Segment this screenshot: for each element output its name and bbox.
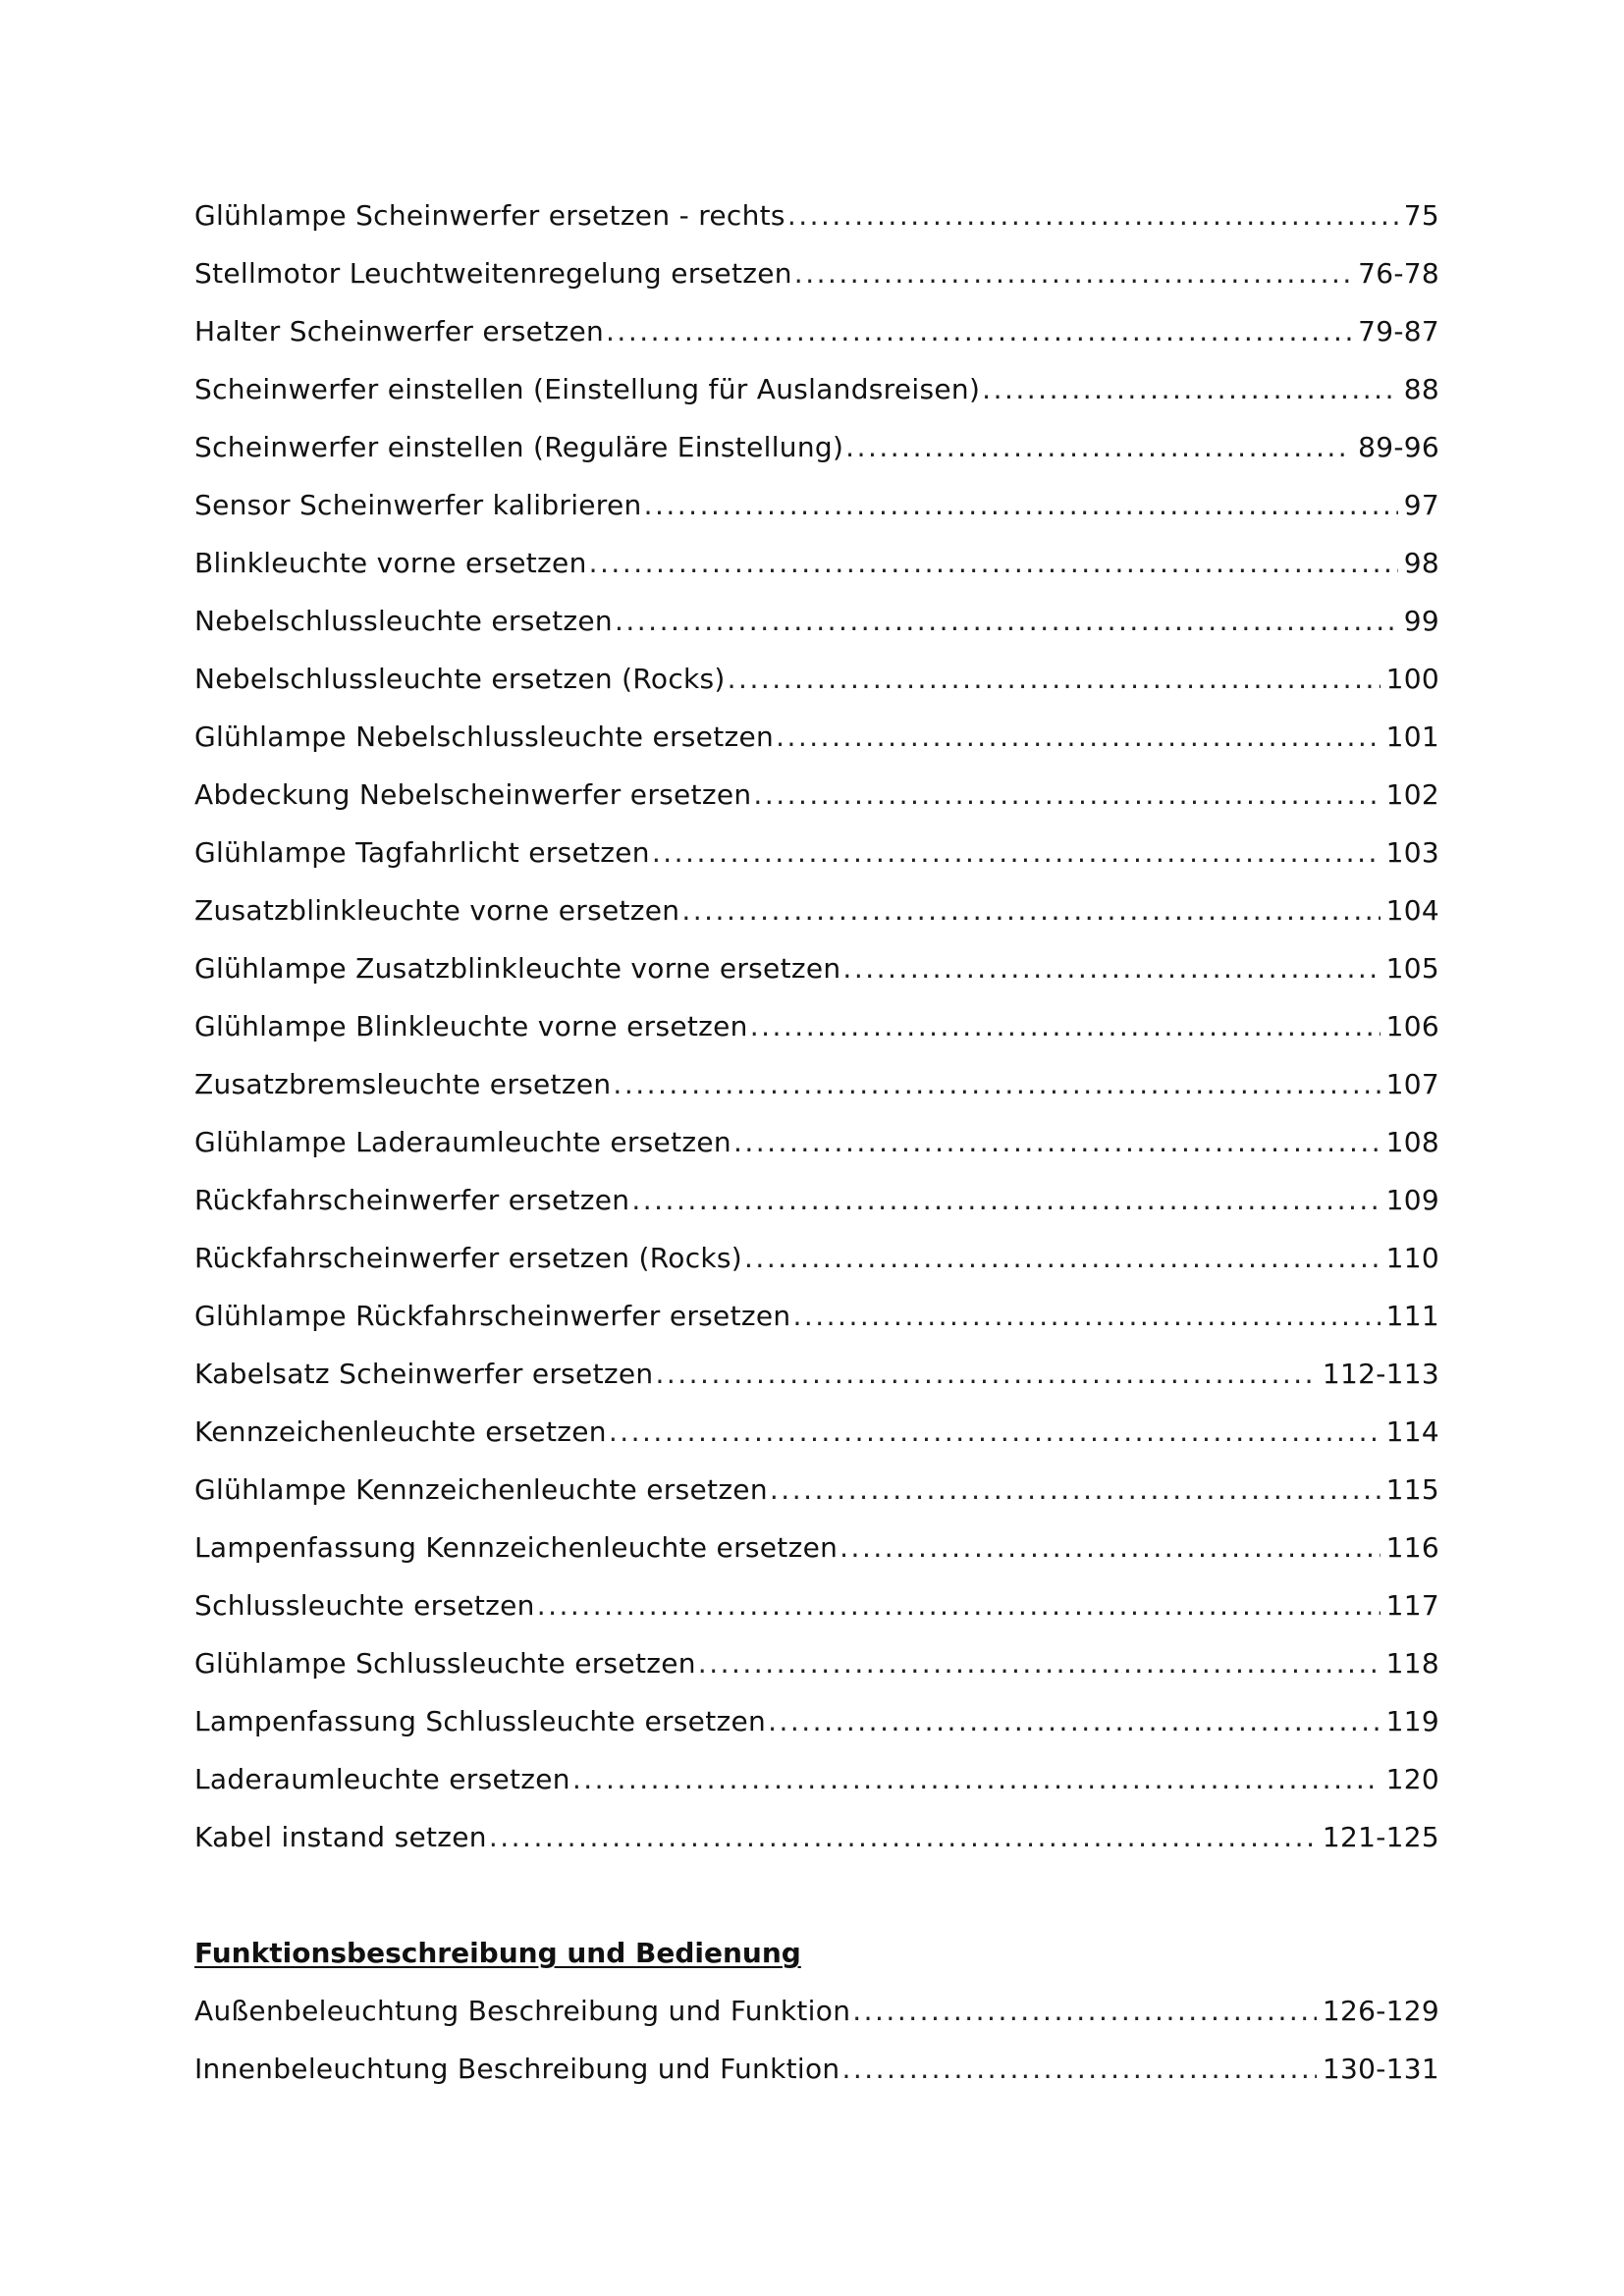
toc-entry-page: 108 (1385, 1126, 1439, 1158)
dot-leader (845, 418, 1352, 476)
dot-leader (852, 1982, 1317, 2040)
toc-entry-page: 76-78 (1358, 257, 1439, 290)
toc-entry-title: Glühlampe Rückfahrscheinwerfer ersetzen (194, 1300, 791, 1332)
toc-entry-title: Nebelschlussleuchte ersetzen (Rocks) (194, 663, 726, 695)
dot-leader (839, 1519, 1380, 1576)
dot-leader (655, 1345, 1316, 1403)
toc-entry[interactable] (194, 1576, 1439, 1634)
toc-entry-title: Glühlampe Nebelschlussleuchte ersetzen (194, 721, 775, 753)
toc-entry[interactable] (194, 1287, 1439, 1345)
toc-entry-page: 100 (1385, 663, 1439, 695)
toc-entry-page: 120 (1385, 1763, 1439, 1795)
toc-entry-page: 109 (1385, 1184, 1439, 1216)
toc-entry[interactable] (194, 1403, 1439, 1461)
toc-entry[interactable] (194, 824, 1439, 881)
toc-entry-page: 117 (1385, 1589, 1439, 1622)
toc-entry[interactable] (194, 1634, 1439, 1692)
toc-entry-title: Zusatzbremsleuchte ersetzen (194, 1068, 612, 1100)
toc-entry-title: Nebelschlussleuchte ersetzen (194, 605, 613, 637)
dot-leader (750, 997, 1380, 1055)
section-heading: Funktionsbeschreibung und Bedienung (194, 1937, 801, 1969)
dot-leader (842, 939, 1380, 997)
toc-entry-page: 110 (1385, 1242, 1439, 1274)
toc-entry[interactable] (194, 187, 1439, 244)
toc-page (194, 187, 1439, 2098)
toc-entry-page: 103 (1385, 836, 1439, 869)
toc-entry-page: 79-87 (1358, 315, 1439, 347)
toc-entry[interactable] (194, 360, 1439, 418)
toc-entry-page: 121-125 (1322, 1821, 1439, 1853)
dot-leader (572, 1750, 1380, 1808)
dot-leader (753, 766, 1380, 824)
toc-entry-title: Lampenfassung Kennzeichenleuchte ersetzen (194, 1531, 839, 1564)
dot-leader (644, 476, 1398, 534)
dot-leader (631, 1171, 1380, 1229)
toc-entry-page: 114 (1385, 1415, 1439, 1448)
dot-leader (489, 1808, 1317, 1866)
toc-entry-page: 111 (1385, 1300, 1439, 1332)
toc-entry[interactable] (194, 766, 1439, 824)
toc-entry-page: 105 (1385, 952, 1439, 985)
toc-entry-title: Laderaumleuchte ersetzen (194, 1763, 570, 1795)
toc-entry[interactable] (194, 997, 1439, 1055)
toc-entry-page: 119 (1385, 1705, 1439, 1737)
toc-entry-title: Glühlampe Scheinwerfer ersetzen - rechts (194, 199, 785, 232)
dot-leader (537, 1576, 1380, 1634)
toc-entry-page: 112-113 (1322, 1358, 1439, 1390)
dot-leader (652, 824, 1380, 881)
toc-entry-title: Abdeckung Nebelscheinwerfer ersetzen (194, 778, 752, 811)
toc-entry[interactable] (194, 302, 1439, 360)
dot-leader (615, 592, 1398, 650)
toc-entry-title: Kennzeichenleuchte ersetzen (194, 1415, 607, 1448)
dot-leader (744, 1229, 1380, 1287)
toc-entry-page: 98 (1403, 547, 1439, 579)
dot-leader (776, 708, 1380, 766)
toc-entry-title: Scheinwerfer einstellen (Reguläre Einstellung) (194, 431, 844, 463)
toc-entry-title: Kabel instand setzen (194, 1821, 487, 1853)
toc-entry-page: 101 (1385, 721, 1439, 753)
toc-entry[interactable] (194, 1461, 1439, 1519)
toc-entry[interactable] (194, 1982, 1439, 2040)
section-spacer (194, 1866, 1439, 1924)
toc-entry-title: Schlussleuchte ersetzen (194, 1589, 535, 1622)
toc-entry[interactable] (194, 2040, 1439, 2098)
toc-entry[interactable] (194, 939, 1439, 997)
toc-entry-page: 130-131 (1322, 2053, 1439, 2085)
toc-entry[interactable] (194, 708, 1439, 766)
dot-leader (982, 360, 1398, 418)
toc-entry-title: Halter Scheinwerfer ersetzen (194, 315, 605, 347)
dot-leader (681, 881, 1380, 939)
toc-entry-title: Glühlampe Blinkleuchte vorne ersetzen (194, 1010, 748, 1042)
toc-entry-title: Außenbeleuchtung Beschreibung und Funktion (194, 1995, 851, 2027)
section-toc-list (194, 1982, 1439, 2098)
toc-entry-page: 126-129 (1322, 1995, 1439, 2027)
toc-entry-title: Scheinwerfer einstellen (Einstellung für Auslandsreisen) (194, 373, 981, 405)
toc-entry[interactable] (194, 476, 1439, 534)
toc-entry[interactable] (194, 1750, 1439, 1808)
toc-entry-title: Rückfahrscheinwerfer ersetzen (194, 1184, 630, 1216)
dot-leader (792, 1287, 1380, 1345)
toc-entry[interactable] (194, 1808, 1439, 1866)
dot-leader (609, 1403, 1380, 1461)
toc-entry-page: 118 (1385, 1647, 1439, 1680)
toc-list (194, 187, 1439, 1866)
toc-entry[interactable] (194, 1229, 1439, 1287)
toc-entry-page: 99 (1403, 605, 1439, 637)
toc-entry-page: 102 (1385, 778, 1439, 811)
toc-entry-title: Blinkleuchte vorne ersetzen (194, 547, 587, 579)
toc-entry-page: 115 (1385, 1473, 1439, 1506)
toc-entry-title: Glühlampe Schlussleuchte ersetzen (194, 1647, 696, 1680)
dot-leader (606, 302, 1352, 360)
toc-entry[interactable] (194, 418, 1439, 476)
toc-entry-title: Zusatzblinkleuchte vorne ersetzen (194, 894, 680, 927)
toc-entry-page: 116 (1385, 1531, 1439, 1564)
toc-entry[interactable] (194, 1345, 1439, 1403)
toc-entry-title: Kabelsatz Scheinwerfer ersetzen (194, 1358, 654, 1390)
dot-leader (787, 187, 1398, 244)
toc-entry-title: Glühlampe Laderaumleuchte ersetzen (194, 1126, 731, 1158)
toc-entry[interactable] (194, 592, 1439, 650)
toc-entry-title: Innenbeleuchtung Beschreibung und Funktion (194, 2053, 840, 2085)
toc-entry[interactable] (194, 1519, 1439, 1576)
toc-entry[interactable] (194, 244, 1439, 302)
dot-leader (841, 2040, 1316, 2098)
toc-entry-page: 89-96 (1358, 431, 1439, 463)
dot-leader (728, 650, 1380, 708)
dot-leader (698, 1634, 1380, 1692)
toc-entry[interactable] (194, 534, 1439, 592)
toc-entry-title: Sensor Scheinwerfer kalibrieren (194, 489, 642, 521)
toc-entry-title: Stellmotor Leuchtweitenregelung ersetzen (194, 257, 792, 290)
toc-entry[interactable] (194, 1055, 1439, 1113)
dot-leader (794, 244, 1352, 302)
dot-leader (768, 1692, 1380, 1750)
toc-entry[interactable] (194, 1171, 1439, 1229)
toc-entry-title: Glühlampe Kennzeichenleuchte ersetzen (194, 1473, 768, 1506)
toc-entry-page: 107 (1385, 1068, 1439, 1100)
dot-leader (613, 1055, 1380, 1113)
toc-entry-title: Glühlampe Tagfahrlicht ersetzen (194, 836, 650, 869)
dot-leader (733, 1113, 1380, 1171)
toc-entry[interactable] (194, 881, 1439, 939)
toc-entry-page: 88 (1403, 373, 1439, 405)
toc-entry-page: 104 (1385, 894, 1439, 927)
toc-entry[interactable] (194, 650, 1439, 708)
toc-entry-title: Glühlampe Zusatzblinkleuchte vorne ersetzen (194, 952, 841, 985)
toc-entry[interactable] (194, 1113, 1439, 1171)
toc-entry-title: Lampenfassung Schlussleuchte ersetzen (194, 1705, 767, 1737)
toc-entry[interactable] (194, 1692, 1439, 1750)
dot-leader (770, 1461, 1380, 1519)
toc-entry-page: 75 (1403, 199, 1439, 232)
toc-entry-page: 106 (1385, 1010, 1439, 1042)
dot-leader (589, 534, 1398, 592)
toc-entry-page: 97 (1403, 489, 1439, 521)
toc-entry-title: Rückfahrscheinwerfer ersetzen (Rocks) (194, 1242, 743, 1274)
